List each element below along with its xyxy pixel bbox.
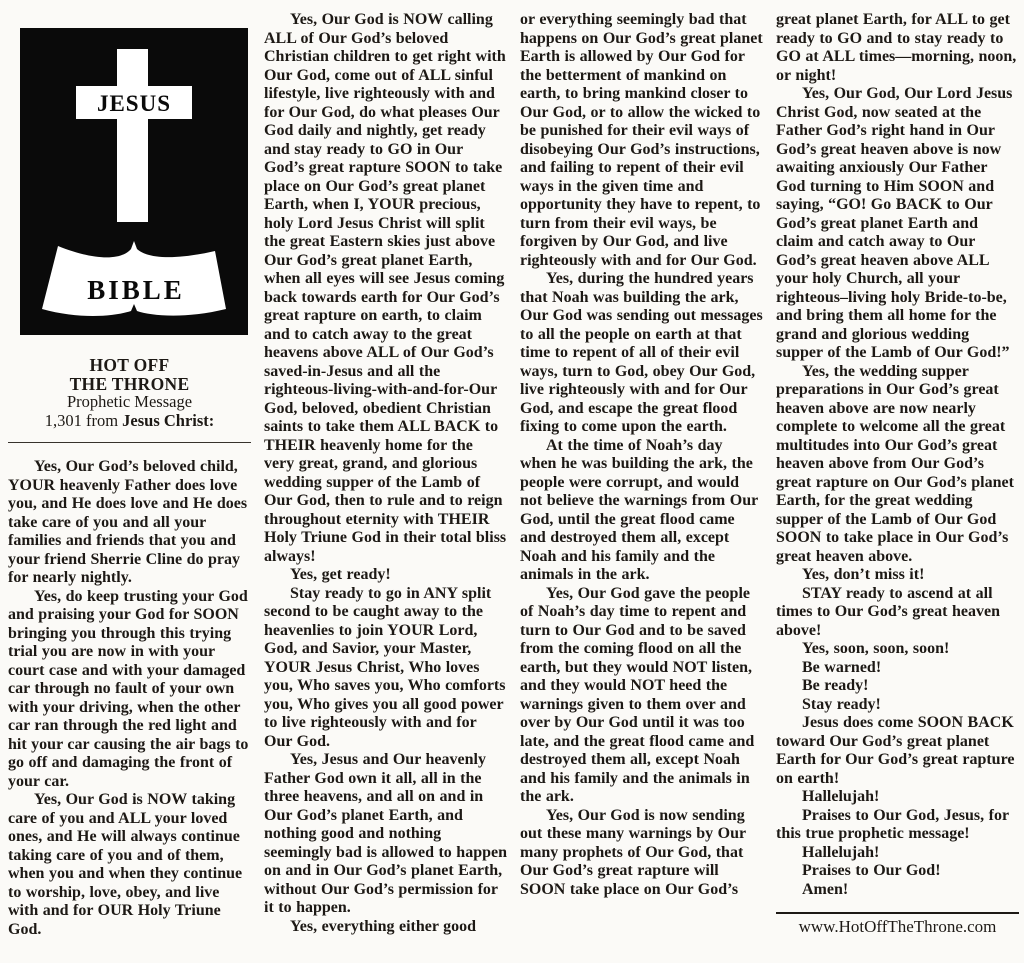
bible-label: BIBLE	[87, 275, 185, 305]
paragraph: STAY ready to ascend at all times to Our God’s great heaven above!	[776, 584, 1000, 639]
paragraph: Yes, do keep trusting your God and praising your God for SOON bringing you through this trying trial you are now in with your court case and with your damaged car through no fault of your own with your driving, when the other car ran through the red light and hit your car causing the air bags to go off and damaging the front of your car.	[8, 587, 249, 790]
paragraph: Praises to Our God, Jesus, for this true prophetic message!	[776, 806, 1009, 842]
masthead-issue-line	[8, 412, 251, 431]
paragraph: Yes, Our God is NOW calling ALL of Our God’s beloved Christian children to get right with Our God, come out of ALL sinful lifestyle, live righteously with and for Our God, do what pleases Our God daily and nightly, get ready and stay ready to GO in Our God’s great rapture SOON to take place on Our God’s great planet Earth, when I, YOUR precious, holy Lord Jesus Christ will split the great Eastern skies just above Our God’s great planet Earth, when all eyes will see Jesus coming back towards earth for Our God’s great rapture on earth, to claim and to catch away to the great heavens above ALL of Our God’s saved-in-Jesus and all the righteous-living-with-and-for-Our God, beloved, obedient Christian saints to take them ALL BACK to THEIR heavenly home for the very great, grand, and glorious wedding supper of the Lamb of Our God, then to rule and to reign throughout eternity with THEIR Holy Triune God in their total bliss always!	[264, 11, 507, 565]
column-4-text	[776, 11, 1019, 899]
paragraph: Yes, everything either good	[290, 917, 477, 935]
cross-label: JESUS	[96, 91, 172, 116]
paragraph: Amen!	[802, 880, 849, 898]
paragraph: Yes, soon, soon, soon!	[802, 640, 950, 657]
paragraph: At the time of Noah’s day when he was building the ark, the people were corrupt, and would not believe the warnings from Our God, until the great flood came and destroyed them all, except Noah and his family and the animals in the ark.	[520, 436, 758, 583]
column-2	[264, 11, 507, 939]
website-url: www.HotOffTheThrone.com	[798, 917, 997, 936]
paragraph: Yes, the wedding supper preparations in Our God’s great heaven above are now nearly complete to welcome all the great multitudes into Our God’s great heaven above from Our God’s great rapture on Our God’s planet Earth, for the great wedding supper of the Lamb of Our God SOON to take place in Our God’s great heaven above.	[776, 362, 1014, 565]
paragraph: Stay ready!	[802, 695, 881, 713]
paragraph: Yes, during the hundred years that Noah was building the ark, Our God was sending out messages to all the people on earth at that time to repent of all of their evil ways, turn to God, obey Our God, live righteously with and for Our God, and escape the great flood fixing to come upon the earth.	[520, 270, 763, 435]
column-3	[520, 11, 763, 939]
paragraph: Jesus does come SOON BACK toward Our God’s great planet Earth for Our God’s great rapture on earth!	[776, 714, 1015, 787]
issue-number: 1,301 from	[44, 410, 123, 430]
jesus-bible-logo	[20, 28, 248, 335]
paragraph: Yes, Our God, Our Lord Jesus Christ God, now seated at the Father God’s right hand in Our God’s great heaven above is now awaiting anxiously Our Father God turning to Him SOON and saying, “GO! Go BACK to Our God’s great planet Earth and claim and catch away to Our God’s great heaven above ALL your holy Church, all your righteous–living holy Bride-to-be, and bring them all home for the grand and glorious wedding supper of the Lamb of Our God!”	[776, 85, 1013, 361]
masthead-title-line2: THE THRONE	[69, 373, 190, 394]
paragraph: Praises to Our God!	[802, 862, 941, 879]
column-1	[8, 11, 251, 939]
paragraph: Yes, get ready!	[290, 566, 391, 583]
paragraph: Yes, don’t miss it!	[802, 566, 925, 583]
column-4	[776, 11, 1019, 939]
paragraph: Hallelujah!	[802, 843, 880, 861]
paragraph: or everything seemingly bad that happens on Our God’s great planet Earth is allowed by Our God for the betterment of mankind on earth, to bring mankind closer to Our God, or to allow the wicked to be punished for their evil ways of disobeying Our God’s instructions, and failing to repent of their evil ways in the given time and opportunity they have to repent, to turn from their evil ways, be forgiven by Our God, and live righteously with and for Our God.	[520, 11, 763, 269]
masthead	[8, 356, 251, 430]
footer-divider	[776, 912, 1019, 914]
paragraph: Be ready!	[802, 677, 869, 694]
column-1-text	[8, 458, 251, 939]
paragraph: Yes, Our God’s beloved child, YOUR heavenly Father does love you, and He does love and He does take care of you and all your families and friends that you and your friend Sherrie Cline do pray for nearly nightly.	[8, 458, 248, 586]
masthead-divider	[8, 442, 251, 443]
masthead-subtitle: Prophetic Message	[66, 392, 193, 411]
paragraph: Be warned!	[802, 658, 882, 676]
paragraph: Yes, Our God gave the people of Noah’s day time to repent and turn to Our God and to be saved from the coming flood on all the earth, but they would NOT listen, and they would NOT heed the warnings given to them over and over by Our God until it was too late, and the great flood came and destroyed them all, except Noah and his family and the animals in the ark.	[520, 584, 755, 805]
paragraph: Stay ready to go in ANY split second to be caught away to the heavenlies to join YOUR Lord, God, and Savior, your Master, YOUR Jesus Christ, Who loves you, Who saves you, Who comforts you, Who gives you all good power to live righteously with and for Our God.	[264, 584, 506, 750]
paragraph: Yes, Jesus and Our heavenly Father God own it all, all in the three heavens, and all on and in Our God’s planet Earth, and nothing good and nothing seemingly bad is allowed to happen on and in Our God’s planet Earth, without Our God’s permission for it to happen.	[264, 751, 507, 916]
masthead-title-line1: HOT OFF	[89, 355, 170, 375]
paragraph: Hallelujah!	[802, 788, 880, 805]
paragraph: Yes, Our God is now sending out these many warnings by Our many prophets of Our God, that Our God’s great rapture will SOON take place on Our God’s	[520, 806, 746, 898]
paragraph: Yes, Our God is NOW taking care of you and ALL your loved ones, and He will always continue taking care of you and of them, when you and when they continue to worship, love, obey, and live with and for OUR Holy Triune God.	[8, 791, 243, 938]
issue-author: Jesus Christ:	[122, 410, 215, 430]
paragraph: great planet Earth, for ALL to get ready to GO and to stay ready to GO at ALL times—morning, noon, or night!	[776, 11, 1017, 84]
